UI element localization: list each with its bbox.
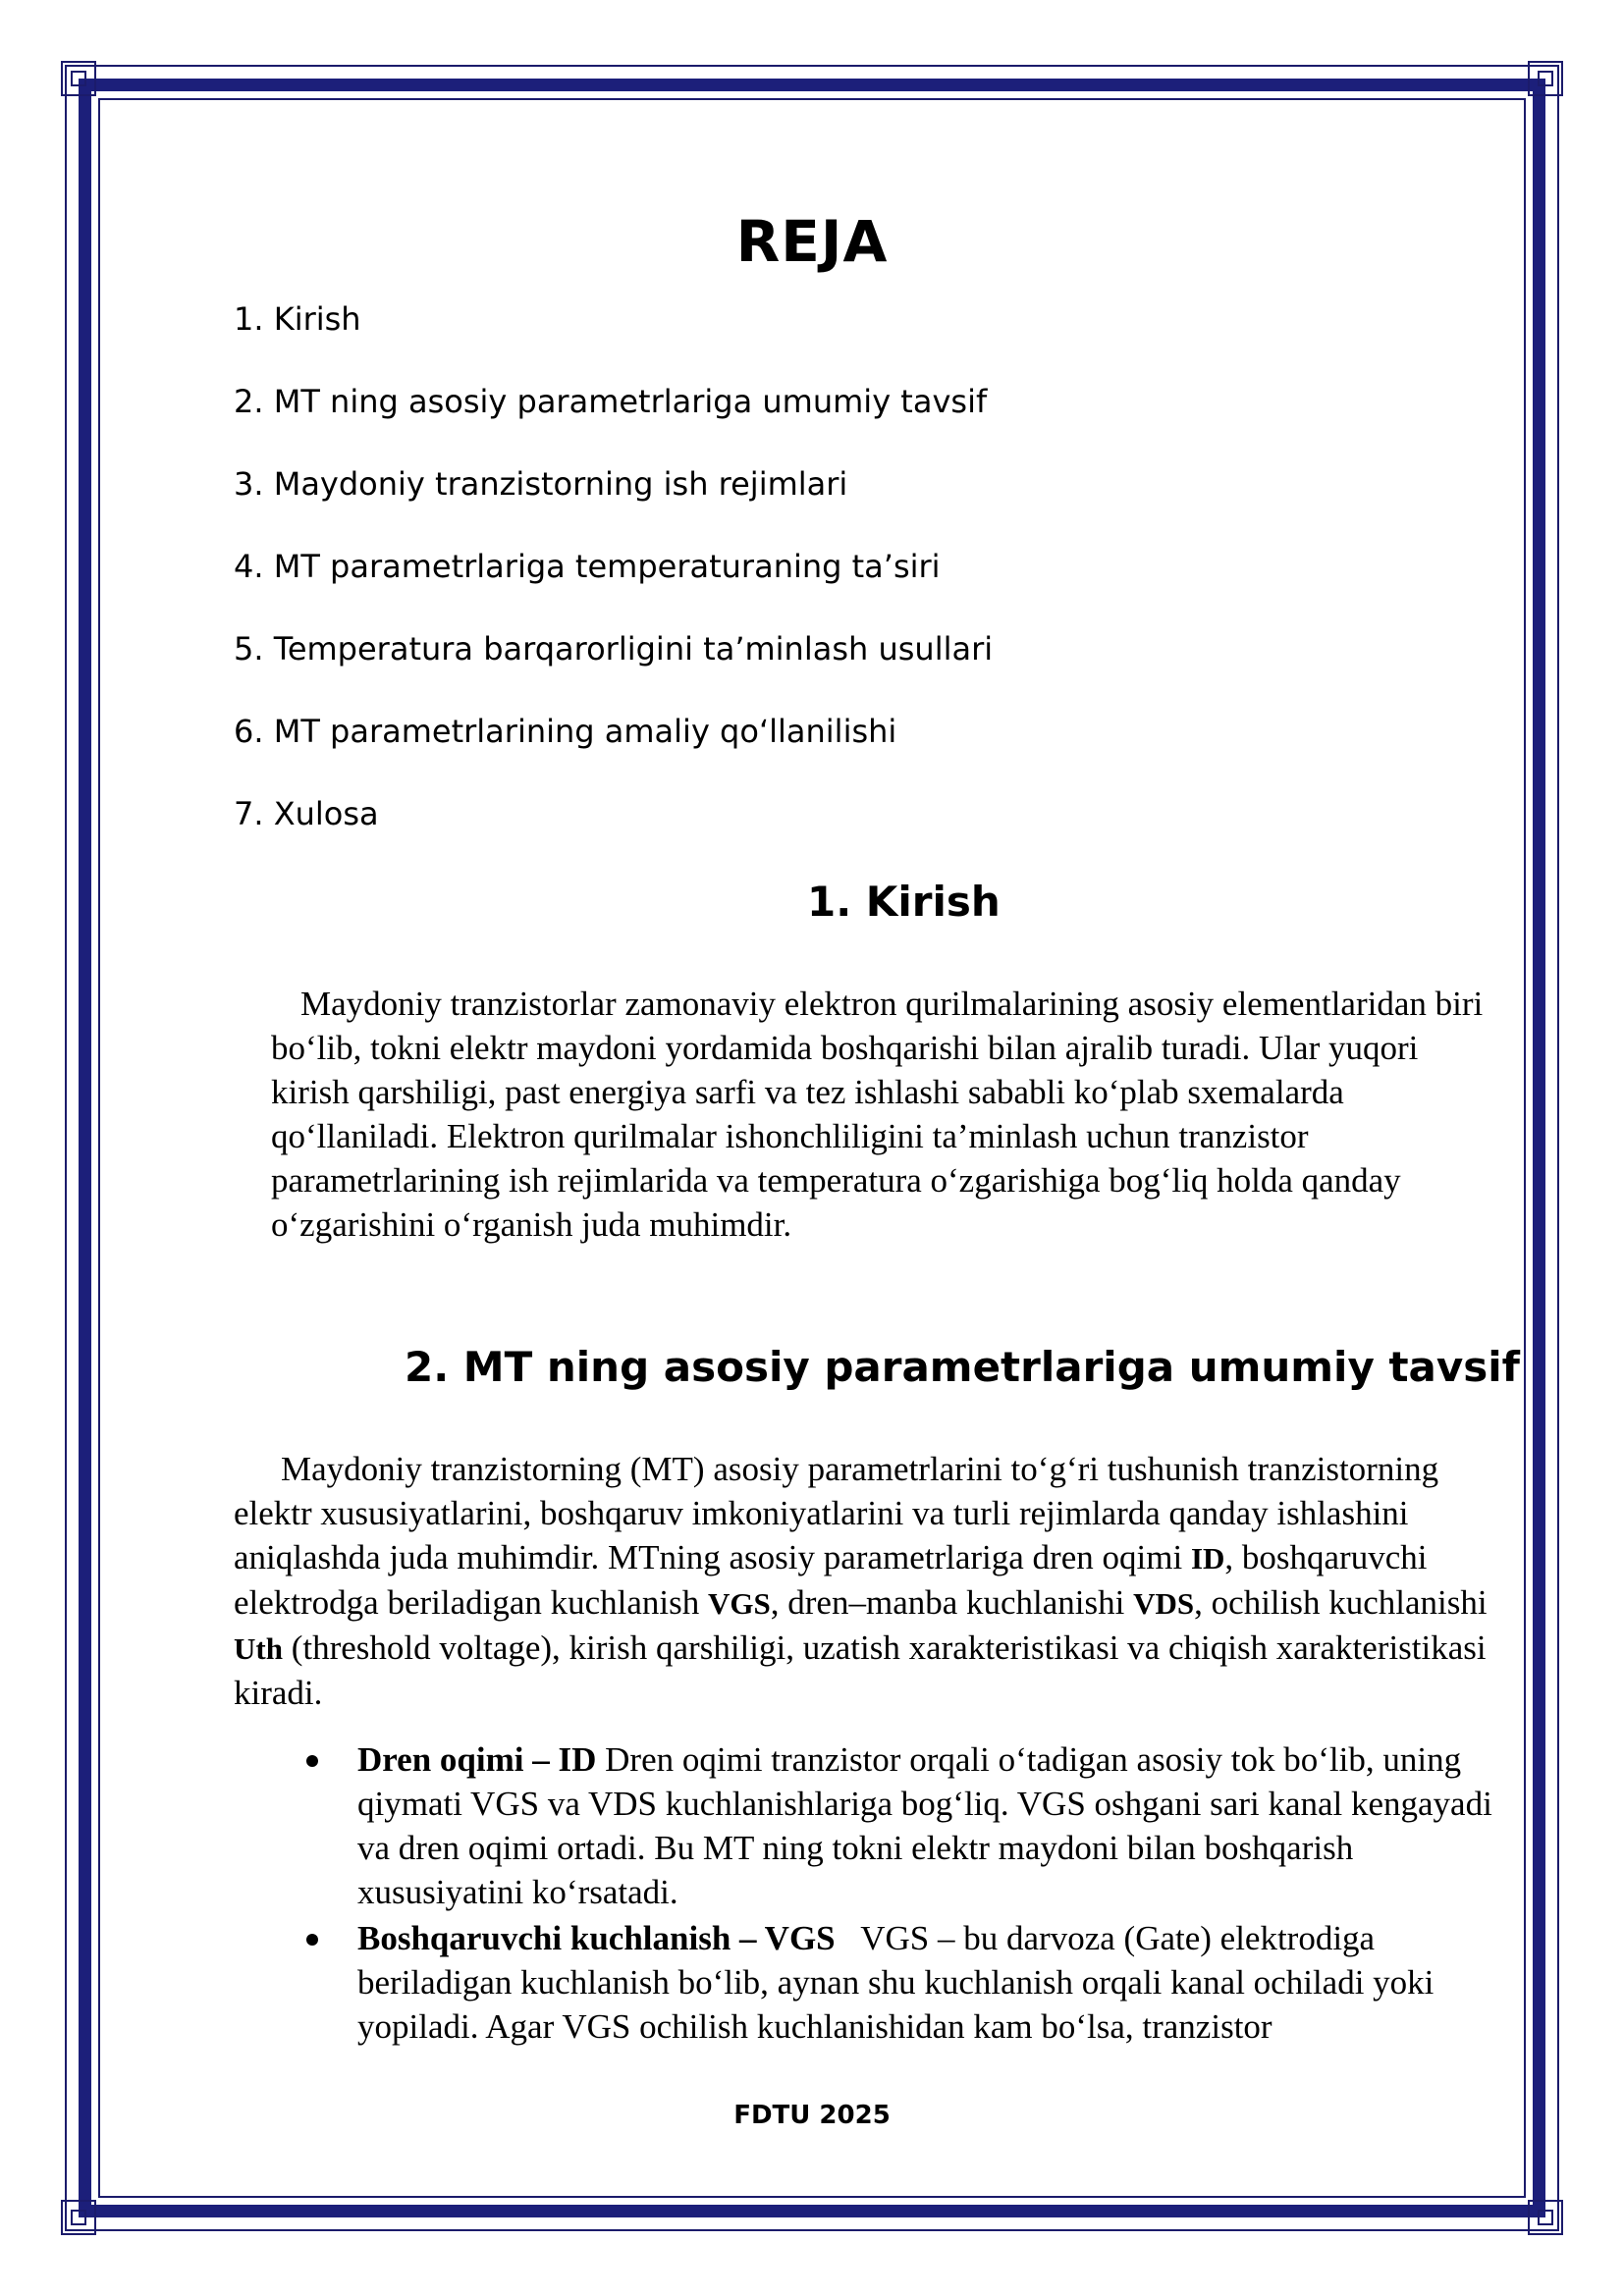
param-uth: Uth: [234, 1631, 283, 1666]
frame-corner-top-left: [61, 61, 96, 96]
section-1-paragraph: Maydoniy tranzistorlar zamonaviy elektron qurilmalarining asosiy elementlaridan biri bo‘lib, tokni elektr maydoni yordamida boshqarishi bilan ajralib turadi. Ular yuqori kirish qarshiligi, past energiya sarfi va tez ishlashi sababli ko‘plab sxemalarda qo‘llaniladi. Elektron qurilmalar ishonchliligini ta’minlash uchun tranzistor parametrlarining ish rejimlarida va temperatura o‘zgarishiga bog‘liq holda qanday o‘zgarishini o‘rganish juda muhimdir.: [271, 985, 1484, 1244]
bullet-text: VGS – bu darvoza (Gate) elektrodiga beriladigan kuchlanish bo‘lib, aynan shu kuchlanish orqali kanal ochiladi yoki yopiladi. Agar VGS ochilish kuchlanishidan kam bo‘lsa, tranzistor: [357, 1919, 1443, 2046]
bullet-term: Dren oqimi – ID: [357, 1740, 597, 1779]
bullet-text: Dren oqimi tranzistor orqali o‘tadigan asosiy tok bo‘lib, uning qiymati VGS va VDS kuchlanishlariga bog‘liq. VGS oshgani sari kanal kengayadi va dren oqimi ortadi. Bu MT ning tokni elektr maydoni bilan boshqarish xususiyatini ko‘rsatadi.: [357, 1740, 1501, 1911]
plan-item-3: 3. Maydoniy tranzistorning ish rejimlari: [234, 465, 848, 503]
para-text-4: , ochilish kuchlanishi: [1194, 1583, 1488, 1622]
parameter-bullet-list: [293, 1737, 1510, 2051]
list-item: [293, 1737, 1510, 1914]
section-1-heading: 1. Kirish: [807, 878, 1001, 926]
para-text-5: (threshold voltage), kirish qarshiligi, uzatish xarakteristikasi va chiqish xarakteristikasi kiradi.: [234, 1629, 1487, 1712]
frame-corner-top-right: [1528, 61, 1563, 96]
bullet-icon: [306, 1934, 318, 1946]
param-vgs: VGS: [708, 1586, 771, 1621]
bullet-icon: [306, 1755, 318, 1767]
para-text-2: , boshqaruvchi elektrodga beriladigan kuchlanish: [234, 1538, 1428, 1622]
bullet-term: Boshqaruvchi kuchlanish – VGS: [357, 1919, 836, 1957]
list-item: [293, 1916, 1510, 2049]
param-id: ID: [1190, 1541, 1225, 1575]
plan-item-4: 4. MT parametrlariga temperaturaning ta’siri: [234, 548, 941, 585]
plan-item-5: 5. Temperatura barqarorligini ta’minlash usullari: [234, 630, 994, 667]
para-text-1: Maydoniy tranzistorning (MT) asosiy parametrlarini to‘g‘ri tushunish tranzistorning elektr xususiyatlarini, boshqaruv imkoniyatlarini va turli rejimlarda qanday ishlashini aniqlashda juda muhimdir. MTning asosiy parametrlariga dren oqimi: [234, 1450, 1439, 1576]
plan-item-1: 1. Kirish: [234, 300, 361, 338]
frame-corner-bottom-right: [1528, 2200, 1563, 2235]
section-2-heading: 2. MT ning asosiy parametrlariga umumiy tavsif: [405, 1343, 1520, 1391]
page-footer: FDTU 2025: [733, 2101, 891, 2130]
plan-item-6: 6. MT parametrlarining amaliy qo‘llanilishi: [234, 713, 897, 750]
param-vds: VDS: [1133, 1586, 1195, 1621]
plan-item-2: 2. MT ning asosiy parametrlariga umumiy tavsif: [234, 383, 988, 420]
section-2-paragraph: [234, 1447, 1510, 1715]
para-text-3: , dren–manba kuchlanishi: [770, 1583, 1134, 1622]
frame-corner-bottom-left: [61, 2200, 96, 2235]
plan-title: REJA: [735, 208, 889, 275]
plan-item-7: 7. Xulosa: [234, 795, 379, 832]
